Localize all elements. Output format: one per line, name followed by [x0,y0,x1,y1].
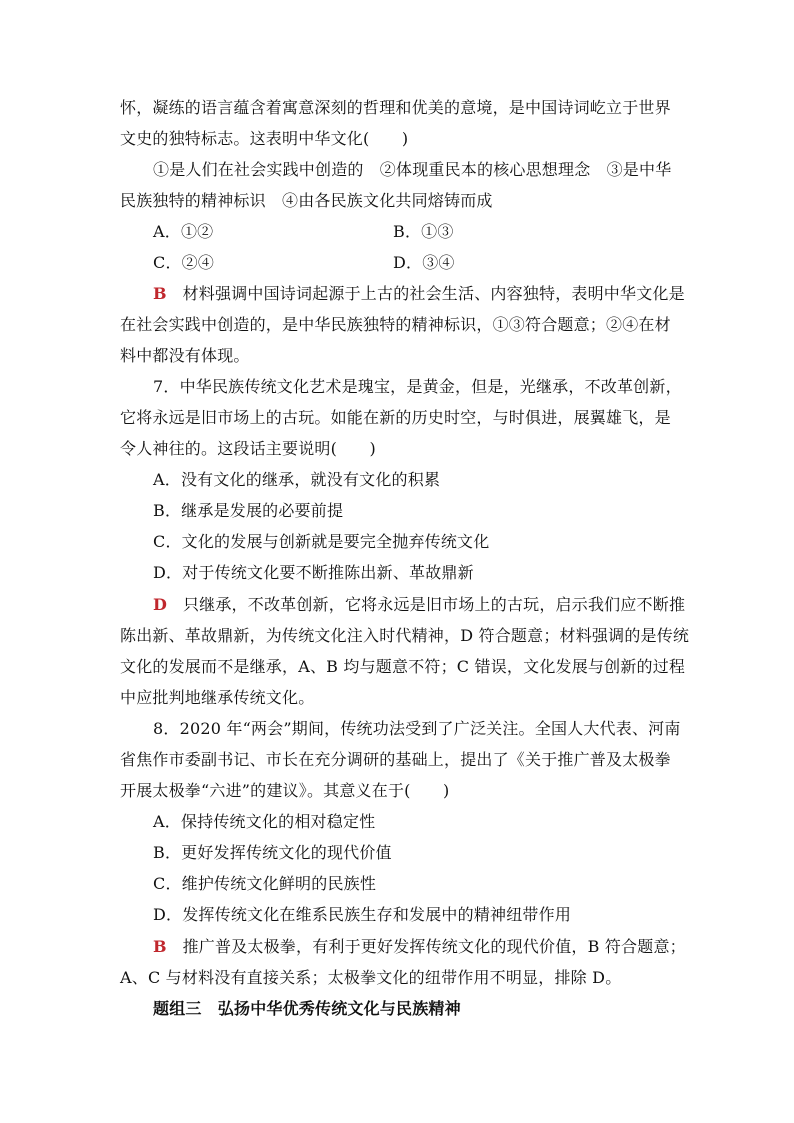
q6-stem-line: 怀，凝练的语言蕴含着寓意深刻的哲理和优美的意境，是中国诗词屹立于世界 [120,98,671,117]
q6-explanation-text: 材料强调中国诗词起源于上古的社会生活、内容独特，表明中华文化是 [182,284,685,303]
q8-option-c: C．维护传统文化鲜明的民族性 [153,874,377,893]
q7-stem-line: 它将永远是旧市场上的古玩。如能在新的历史时空，与时俱进，展翼雄飞，是 [120,408,671,427]
q7-explanation-text: 只继承，不改革创新，它将永远是旧市场上的古玩，启示我们应不断推 [182,595,686,614]
q7-answer-letter: D [153,595,168,614]
q6-answer-letter: B [153,284,167,303]
q6-statement-line: ①是人们在社会实践中创造的 ②体现重民本的核心思想理念 ③是中华 [153,160,672,179]
q8-answer-letter: B [153,937,167,956]
q8-stem-line: 8．2020 年“两会”期间，传统功法受到了广泛关注。全国人大代表、河南 [153,719,681,738]
q6-answer-line [153,284,685,304]
q7-explanation-line: 文化的发展而不是继承，A、B 均与题意不符；C 错误，文化发展与创新的过程 [120,657,686,676]
q8-explanation-line: A、C 与材料没有直接关系；太极拳文化的纽带作用不明显，排除 D。 [120,968,622,987]
q6-option-b: B．①③ [393,222,454,241]
q6-statement-line: 民族独特的精神标识 ④由各民族文化共同熔铸而成 [120,191,493,210]
q6-option-c: C．②④ [153,253,215,272]
q6-stem-line: 文史的独特标志。这表明中华文化( ) [120,129,409,148]
q8-explanation-text: 推广普及太极拳，有利于更好发挥传统文化的现代价值，B 符合题意； [182,937,686,956]
q7-stem-line: 令人神往的。这段话主要说明( ) [120,439,376,458]
q7-option-a: A．没有文化的继承，就没有文化的积累 [153,470,441,489]
section-heading: 题组三 弘扬中华优秀传统文化与民族精神 [153,999,461,1018]
q7-option-b: B．继承是发展的必要前提 [153,501,344,520]
q7-option-c: C．文化的发展与创新就是要完全抛弃传统文化 [153,532,490,551]
q7-stem-line: 7．中华民族传统文化艺术是瑰宝，是黄金，但是，光继承，不改革创新， [153,377,682,396]
q7-answer-line [153,595,685,615]
q7-explanation-line: 陈出新、革故鼎新，为传统文化注入时代精神，D 符合题意；材料强调的是传统 [120,626,690,645]
q8-stem-line: 省焦作市委副书记、市长在充分调研的基础上，提出了《关于推广普及太极拳 [120,750,671,769]
q7-option-d: D．对于传统文化要不断推陈出新、革故鼎新 [153,563,474,582]
q6-explanation-line: 在社会实践中创造的，是中华民族独特的精神标识，①③符合题意；②④在材 [120,315,671,334]
q8-stem-line: 开展太极拳“六进”的建议》。其意义在于( ) [120,781,450,800]
q8-answer-line [153,937,686,957]
q6-option-a: A．①② [153,222,214,241]
q8-option-d: D．发挥传统文化在维系民族生存和发展中的精神纽带作用 [153,905,572,924]
q7-explanation-line: 中应批判地继承传统文化。 [120,688,315,707]
q6-option-d: D．③④ [393,253,455,272]
q8-option-a: A．保持传统文化的相对稳定性 [153,812,376,831]
q8-option-b: B．更好发挥传统文化的现代价值 [153,843,392,862]
q6-explanation-line: 料中都没有体现。 [120,346,250,365]
